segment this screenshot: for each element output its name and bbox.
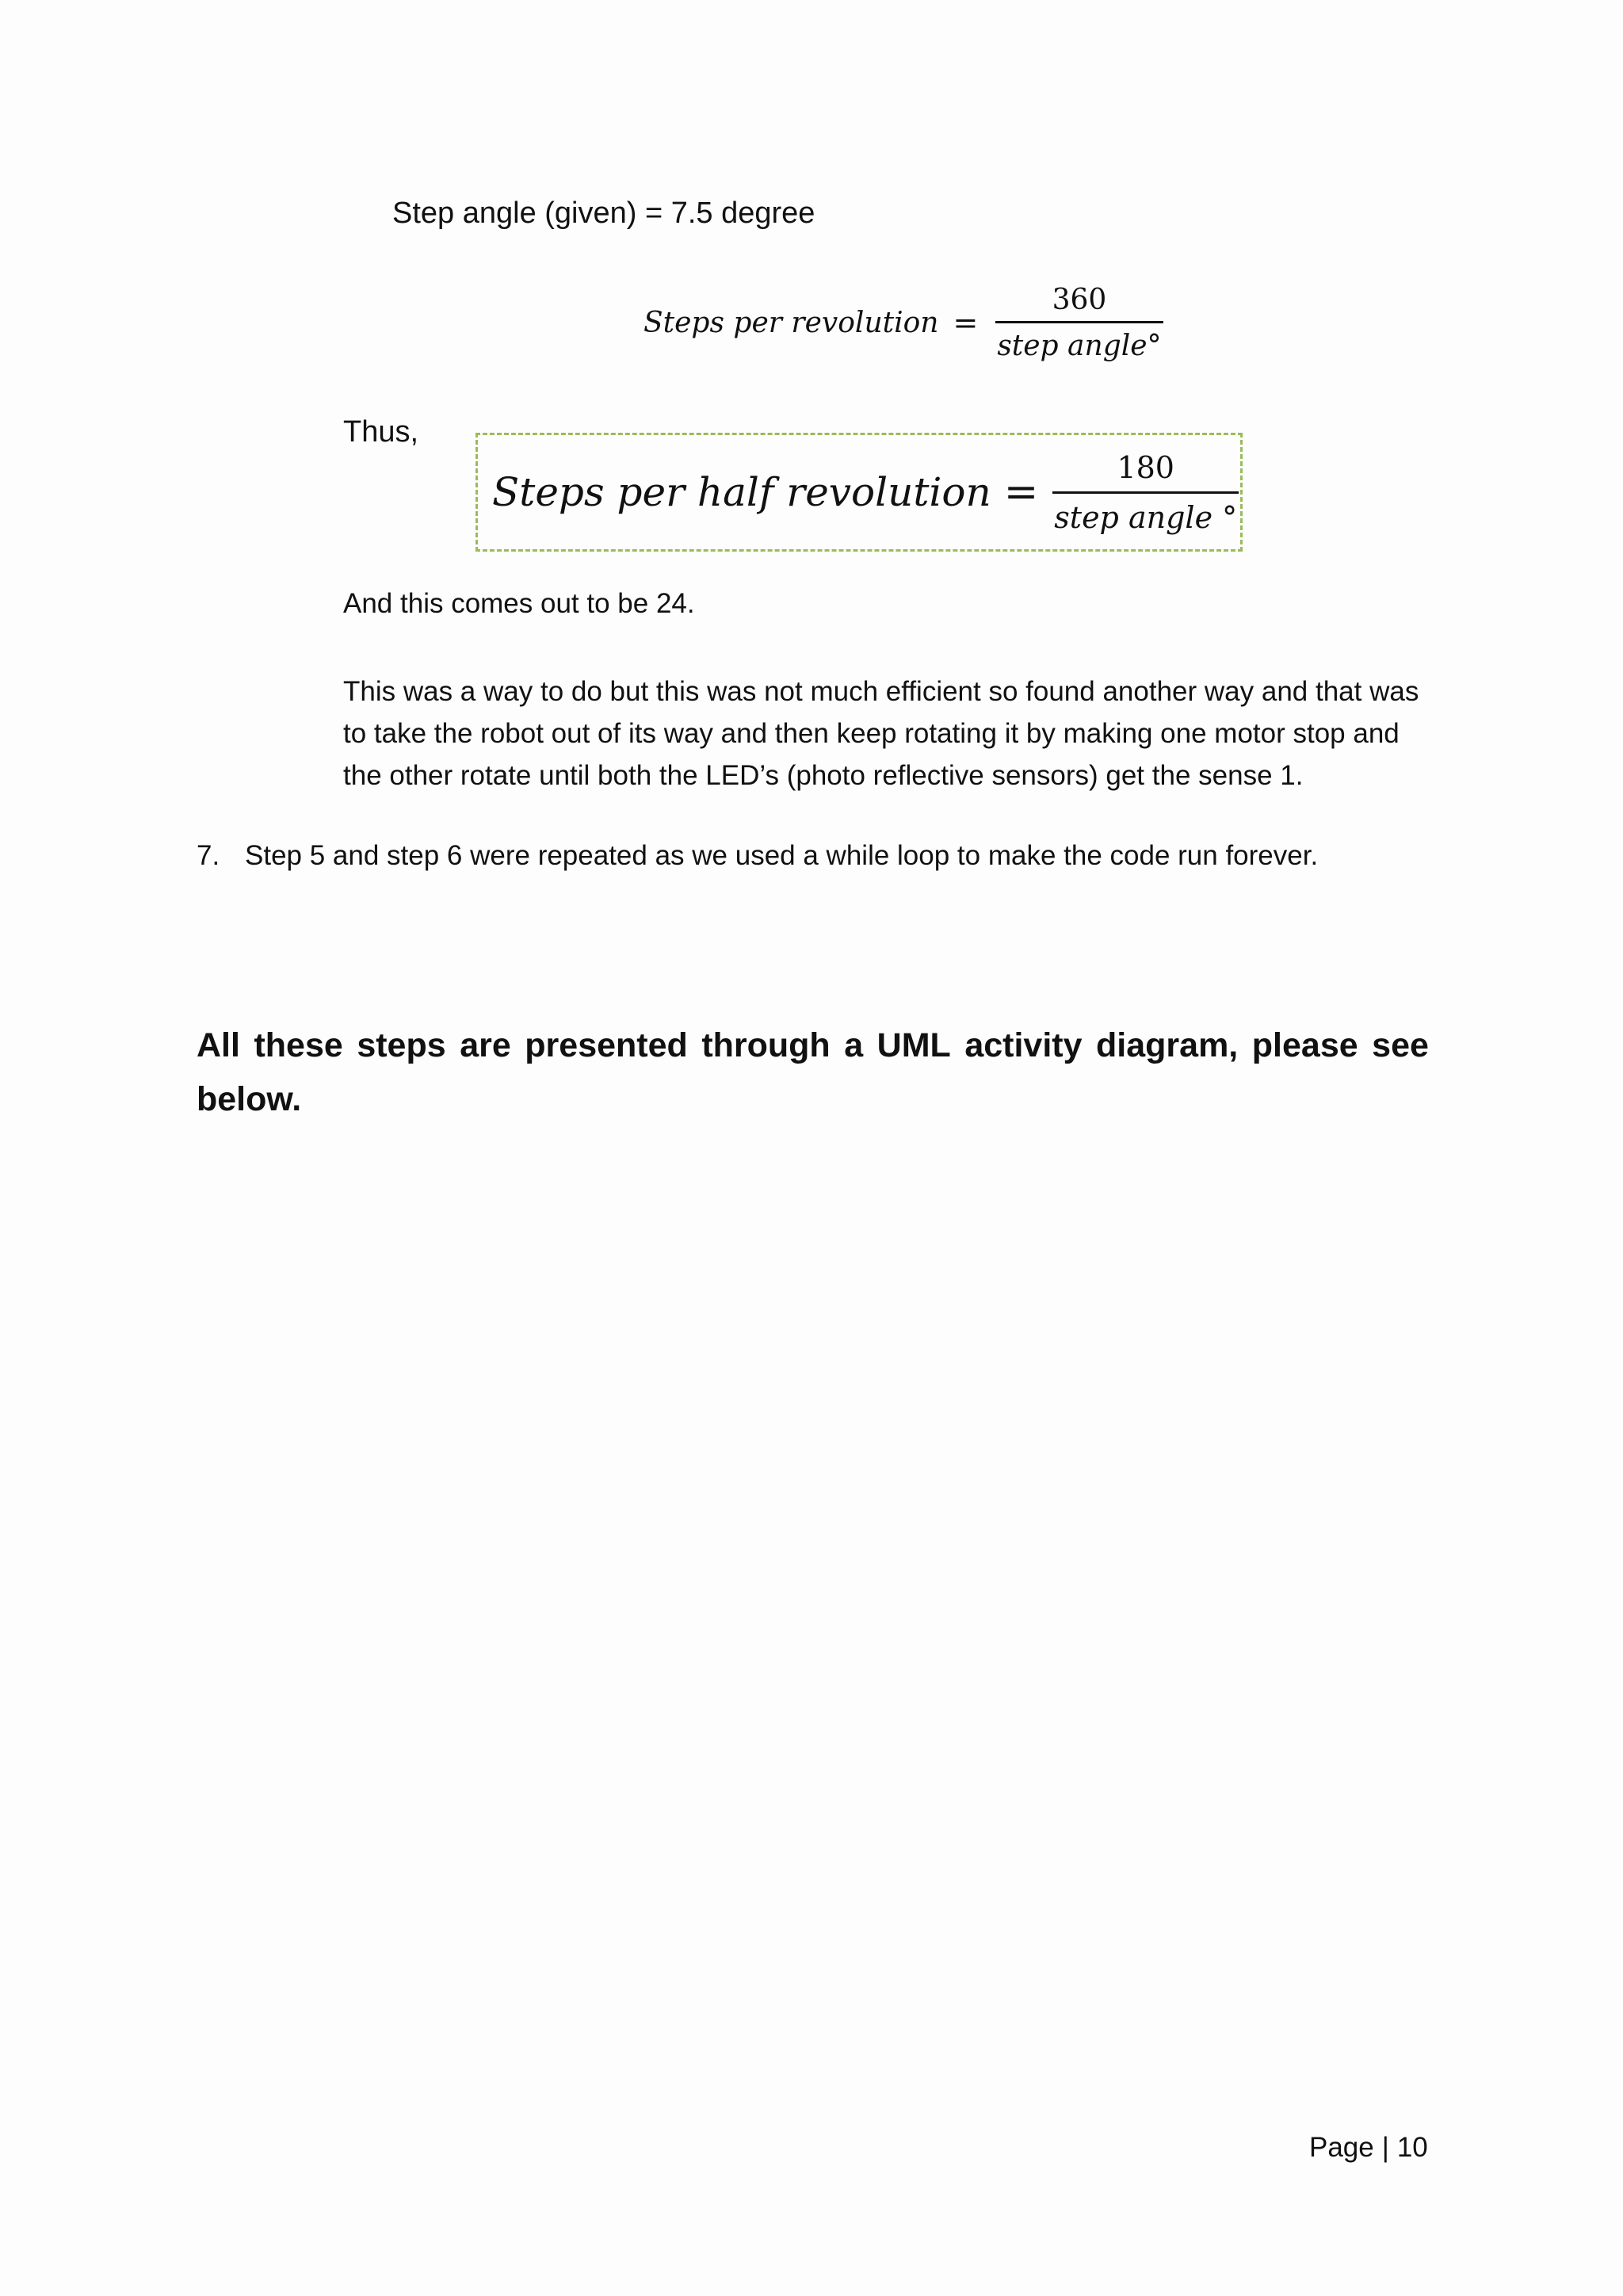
formula2-numerator: 180 [1117,449,1174,485]
summary-word: please [1251,1026,1358,1064]
summary-word: these [254,1026,343,1064]
list-item-text: Step 5 and step 6 were repeated as we used a while loop to make the code run forever. [245,840,1319,871]
steps-per-revolution-formula [643,279,1163,366]
summary-word: activity [964,1026,1083,1064]
summary-line-2: below. [197,1080,302,1118]
formula1-lhs: Steps per revolution [643,306,939,339]
summary-word: diagram, [1096,1026,1239,1064]
formula1-fraction [995,284,1163,362]
step-angle-line: Step angle (given) = 7.5 degree [392,197,815,230]
summary-line-1 [197,1018,1429,1072]
formula2-fraction [1052,450,1239,535]
page-footer [1309,2132,1428,2164]
summary-word: through [701,1026,831,1064]
formula1-denominator: step angle° [997,329,1162,362]
page-label: Page [1309,2132,1374,2163]
page-separator: | [1381,2132,1389,2163]
paragraph-line: This was a way to do but this was not much efficient so found another way and that was [343,676,1419,707]
steps-per-half-revolution-formula [492,445,1239,540]
formula2-equals: = [1003,468,1039,516]
formula1-numerator: 360 [1052,283,1107,316]
uml-summary-heading [197,1018,1429,1126]
summary-word: are [460,1026,511,1064]
formula1-equals: = [953,305,979,340]
paragraph-line: the other rotate until both the LED’s (photo reflective sensors) get the sense 1. [343,760,1304,791]
paragraph-line: to take the robot out of its way and then keep rotating it by making one motor stop and [343,718,1400,749]
page-number: 10 [1396,2132,1428,2163]
result-sentence: And this comes out to be 24. [343,588,695,619]
summary-word: UML [876,1026,951,1064]
summary-word: see [1372,1026,1429,1064]
formula2-lhs: Steps per half revolution [492,469,991,515]
summary-word: a [844,1026,864,1064]
alternative-method-paragraph [343,670,1429,797]
list-item-number: 7. [197,840,220,871]
summary-word: All [197,1026,240,1064]
formula2-denominator: step angle ° [1054,499,1238,535]
summary-word: steps [357,1026,446,1064]
thus-label: Thus, [343,415,419,449]
half-revolution-formula-box [475,433,1243,552]
summary-word: presented [525,1026,688,1064]
